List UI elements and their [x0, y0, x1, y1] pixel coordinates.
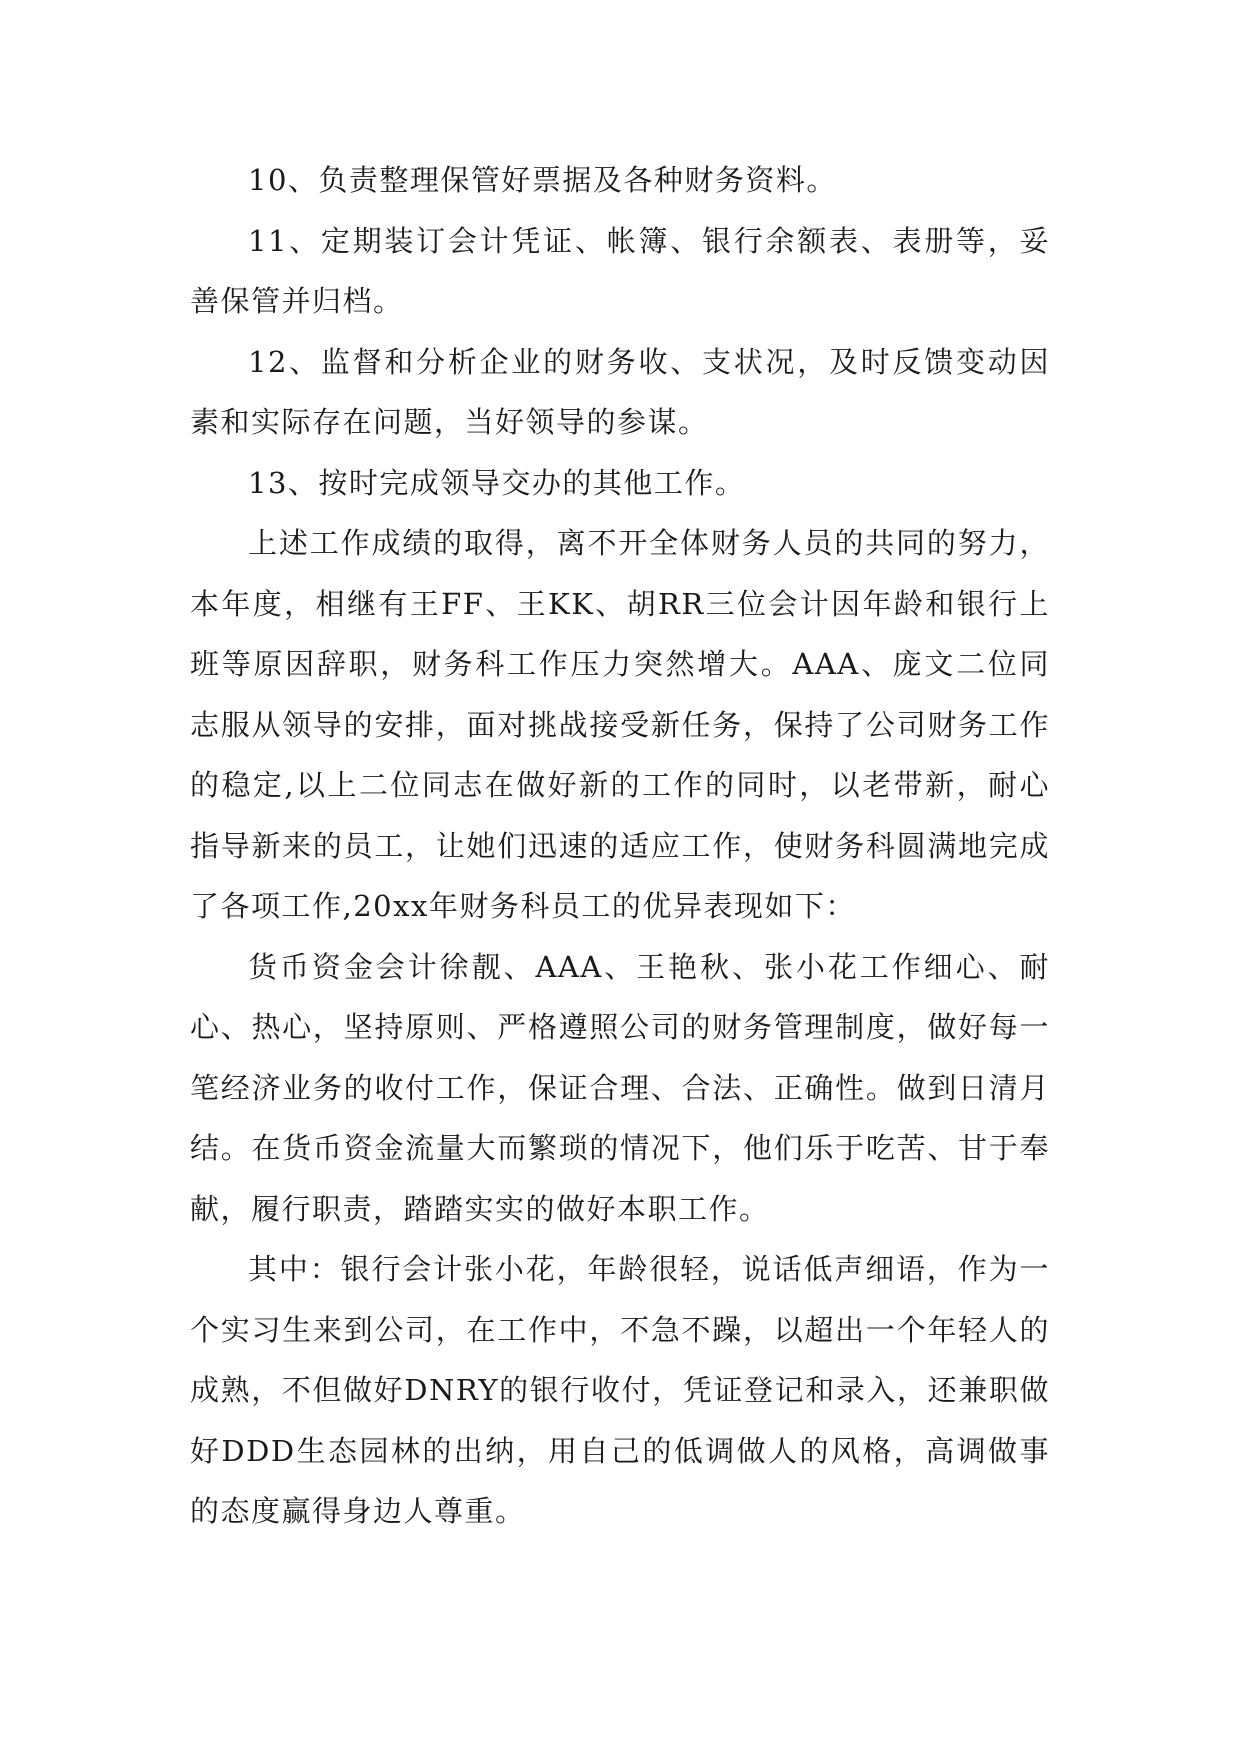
paragraph-cash-accountants: 货币资金会计徐靓、AAA、王艳秋、张小花工作细心、耐心、热心，坚持原则、严格遵照公司的财务管理制度，做好每一笔经济业务的收付工作，保证合理、合法、正确性。做到日清月结。在货币资金流量大而繁琐的情况下，他们乐于吃苦、甘于奉献，履行职责，踏踏实实的做好本职工作。: [190, 949, 1050, 1226]
paragraph-item-13: 13、按时完成领导交办的其他工作。: [248, 465, 746, 500]
paragraph-item-11: 11、定期装订会计凭证、帐簿、银行余额表、表册等，妥善保管并归档。: [190, 223, 1050, 318]
paragraph-item-12: 12、监督和分析企业的财务收、支状况，及时反馈变动因素和实际存在问题，当好领导的参谋。: [190, 344, 1050, 439]
paragraph-item-10: 10、负责整理保管好票据及各种财务资料。: [248, 163, 837, 197]
paragraph-bank-accountant: 其中：银行会计张小花，年龄很轻，说话低声细语，作为一个实习生来到公司，在工作中，不急不躁，以超出一个年轻人的成熟，不但做好DNRY的银行收付，凭证登记和录入，还兼职做好DDD生态园林的出纳，用自己的低调做人的风格，高调做事的态度赢得身边人尊重。: [190, 1252, 1050, 1528]
document-body: [190, 150, 1050, 1542]
paragraph-achievements: 上述工作成绩的取得，离不开全体财务人员的共同的努力，本年度，相继有王FF、王KK、胡RR三位会计因年龄和银行上班等原因辞职，财务科工作压力突然增大。AAA、庞文二位同志服从领导的安排，面对挑战接受新任务，保持了公司财务工作的稳定,以上二位同志在做好新的工作的同时，以老带新，耐心指导新来的员工，让她们迅速的适应工作，使财务科圆满地完成了各项工作,20xx年财务科员工的优异表现如下：: [190, 526, 1050, 923]
